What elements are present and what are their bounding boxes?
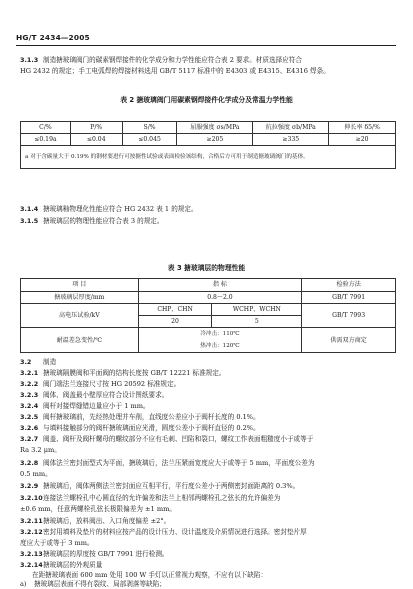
table3-value: 5 [212,316,302,328]
item-number: 3.2.2 [20,380,39,388]
table2-cell: ≥20 [329,134,396,146]
table2-header: 屈服强度 σs/MPa [177,122,253,134]
table2-note-row [21,146,396,169]
item-a-text: 搪玻璃层表面不得有裂纹、局部剥落等缺陷； [34,580,166,588]
para-number: 3.1.3 [20,56,39,64]
item-3-2-7-cont: Ra 3.2 μm。 [20,446,61,454]
item-text: 密封用填料及垫片的材料应按产品的设计压力、设计温度及介质情况进行选择。密封垫片厚 [43,528,307,536]
item-text: 搪玻璃层的外观质量 [43,561,103,569]
table2-cell: ≥335 [253,134,329,146]
table3-value: 20 [138,316,212,328]
item-text: 阀体、阀盖最小壁厚应符合设计图纸要求。 [43,391,169,399]
item-text: 阀体法兰密封面型式为平面，搪玻璃后，法兰压紧面宽度应大于或等于 5 mm，平面度公差为 [43,459,315,467]
para-3-1-3-line2: HG 2432 的规定；手工电弧焊的焊接材料选用 GB/T 5117 标准中的 E4303 或 E4315、E4316 焊条。 [20,67,330,75]
item-number: 3.2.1 [20,369,39,377]
table2-header: S/% [122,122,177,134]
item-3-2-5 [20,412,396,423]
item-3-2-8-cont: 0.5 mm。 [20,470,52,478]
item-text: 阀盖、阀杆及阀杆螺母的螺纹部分不应有毛刺、凹陷和裂口，螺纹工作表面粗糙度小于或等于 [43,435,314,443]
item-number: 3.2.4 [20,402,39,410]
item-3-2-1 [20,368,396,379]
item-3-2-12-cont: 度应大于或等于 3 mm。 [20,539,94,547]
para-3-1-5 [20,216,396,227]
item-number: 3.2.10 [20,494,43,502]
item-number: 3.2.12 [20,528,43,536]
table3-method: 供需双方商定 [302,328,396,353]
item-3-2-6 [20,423,396,434]
table3-header: 检验方法 [302,279,396,292]
table3-row-thickness [21,292,396,304]
table2-cell: ≤0.19a [21,134,71,146]
item-3-2-12 [20,527,396,538]
table3-item: 耐温差急变性/℃ [21,328,139,353]
para-3-1-4 [20,204,396,215]
item-text: 搪玻璃后，阀体两侧法兰密封面应互相平行，平行度公差小于两侧密封面距离的 0.3%。 [43,482,300,490]
item-text: 阀门端法兰连接尺寸按 HG 20592 标准规定。 [43,380,181,388]
table2-cell: ≤0.04 [70,134,122,146]
item-number: 3.2.7 [20,435,39,443]
item-3-2-10 [20,493,396,504]
item-3-2-8 [20,458,396,469]
doc-number: HG/T 2434—2005 [16,33,90,42]
item-3-2-3 [20,390,396,401]
table3-value: 热冲击：120℃ [138,340,302,353]
item-number: 3.2.14 [20,561,43,569]
table2-header: C/% [21,122,71,134]
item-number: 3.2.5 [20,413,39,421]
table2-cell: ≥205 [177,134,253,146]
table3-row-thermal [21,328,396,341]
item-a-label: a) [20,580,27,588]
table3-header: 项 目 [21,279,139,292]
table3-value: 0.8～2.0 [138,292,302,304]
item-number: 3.2.9 [20,482,39,490]
item-3-2-9 [20,481,396,492]
item-text: 阀杆搪玻璃前，先经热处理并车削，直线度公差应小于阀杆长度的 0.1%。 [43,413,260,421]
para-text: 搪玻璃层的物理性能应符合表 3 的规定。 [43,217,164,225]
item-3-2-4 [20,401,396,412]
table3-header-row [21,279,396,292]
table3-item: 高电压试验/kV [21,304,139,328]
table3-method: GB/T 7993 [302,304,396,328]
item-text: 搪玻璃后，放料阀出、入口角度偏差 ±2°。 [43,517,171,525]
table3-value: 冷冲击：110℃ [138,328,302,341]
item-text: 搪玻璃层的厚度按 GB/T 7991 进行检测。 [43,550,169,558]
table3 [20,278,396,353]
table2-header: 抗拉强度 σb/MPa [253,122,329,134]
item-text: 连接法兰螺栓孔中心圆直径的允许偏差和法兰上相邻两螺栓孔之弦长的允许偏差为 [43,494,281,502]
item-number: 3.2.13 [20,550,43,558]
item-text: 阀杆对接焊缝错边量应小于 1 mm。 [43,402,150,410]
tail-line1: 在距搪玻璃表面 600 mm 处用 100 W 手灯以正常视力观察，不应有以下缺陷： [32,571,268,579]
para-text: 搪玻璃釉物理化性能应符合 HG 2432 表 1 的规定。 [43,205,198,213]
header-rule [16,45,396,46]
table2-note: a 对于含碳量大于 0.19% 的钢材要进行可按搪性试验或表面检验该结构，合格后方可用于制造搪玻璃阀门的基体。 [21,146,396,169]
item-number: 3.2.11 [20,517,43,525]
para-3-1-3-line1 [20,55,396,66]
table3-row-voltage [21,304,396,316]
item-3-2-13 [20,549,396,560]
tail-item-a [20,579,396,589]
para-text: 制造搪玻璃阀门的碳素钢焊接件的化学成分和力学性能应符合表 2 要求。材质选择应符合 [43,56,302,64]
item-number: 3.2.8 [20,459,39,467]
table3-subheader: CHP、CHN [138,304,212,316]
para-number: 3.1.4 [20,205,39,213]
table3-method: GB/T 7991 [302,292,396,304]
section-number: 3.2 [20,358,32,366]
section-title: 制造 [43,358,57,366]
table2 [20,121,396,169]
table2-caption: 表 2 搪玻璃阀门用碳素钢焊接件化学成分及常温力学性能 [120,96,293,104]
table2-header: 伸长率 δ5/% [329,122,396,134]
table3-item: 搪玻璃层厚度/mm [21,292,139,304]
table3-header: 指 标 [138,279,302,292]
table2-header: P/% [70,122,122,134]
table3-subheader: WCHP、WCHN [212,304,302,316]
item-number: 3.2.3 [20,391,39,399]
table2-header-row [21,122,396,134]
item-3-2-2 [20,379,396,390]
item-3-2-7 [20,434,396,445]
item-text: 与填料接触部分的阀杆搪玻璃面应光滑，圆度公差小于阀杆直径的 0.2%。 [43,424,260,432]
item-3-2-10-cont: ±0.6 mm，任意两螺栓孔弦长极限偏差为 ±1 mm。 [20,505,176,513]
table3-caption: 表 3 搪玻璃层的物理性能 [167,264,246,272]
item-number: 3.2.6 [20,424,39,432]
item-text: 搪玻璃隔膜阀和平面阀的结构长度按 GB/T 12221 标准规定。 [43,369,226,377]
table2-row [21,134,396,146]
item-3-2-11 [20,516,396,527]
table2-cell: ≤0.045 [122,134,177,146]
section-3-2-heading [20,357,396,368]
para-number: 3.1.5 [20,217,39,225]
